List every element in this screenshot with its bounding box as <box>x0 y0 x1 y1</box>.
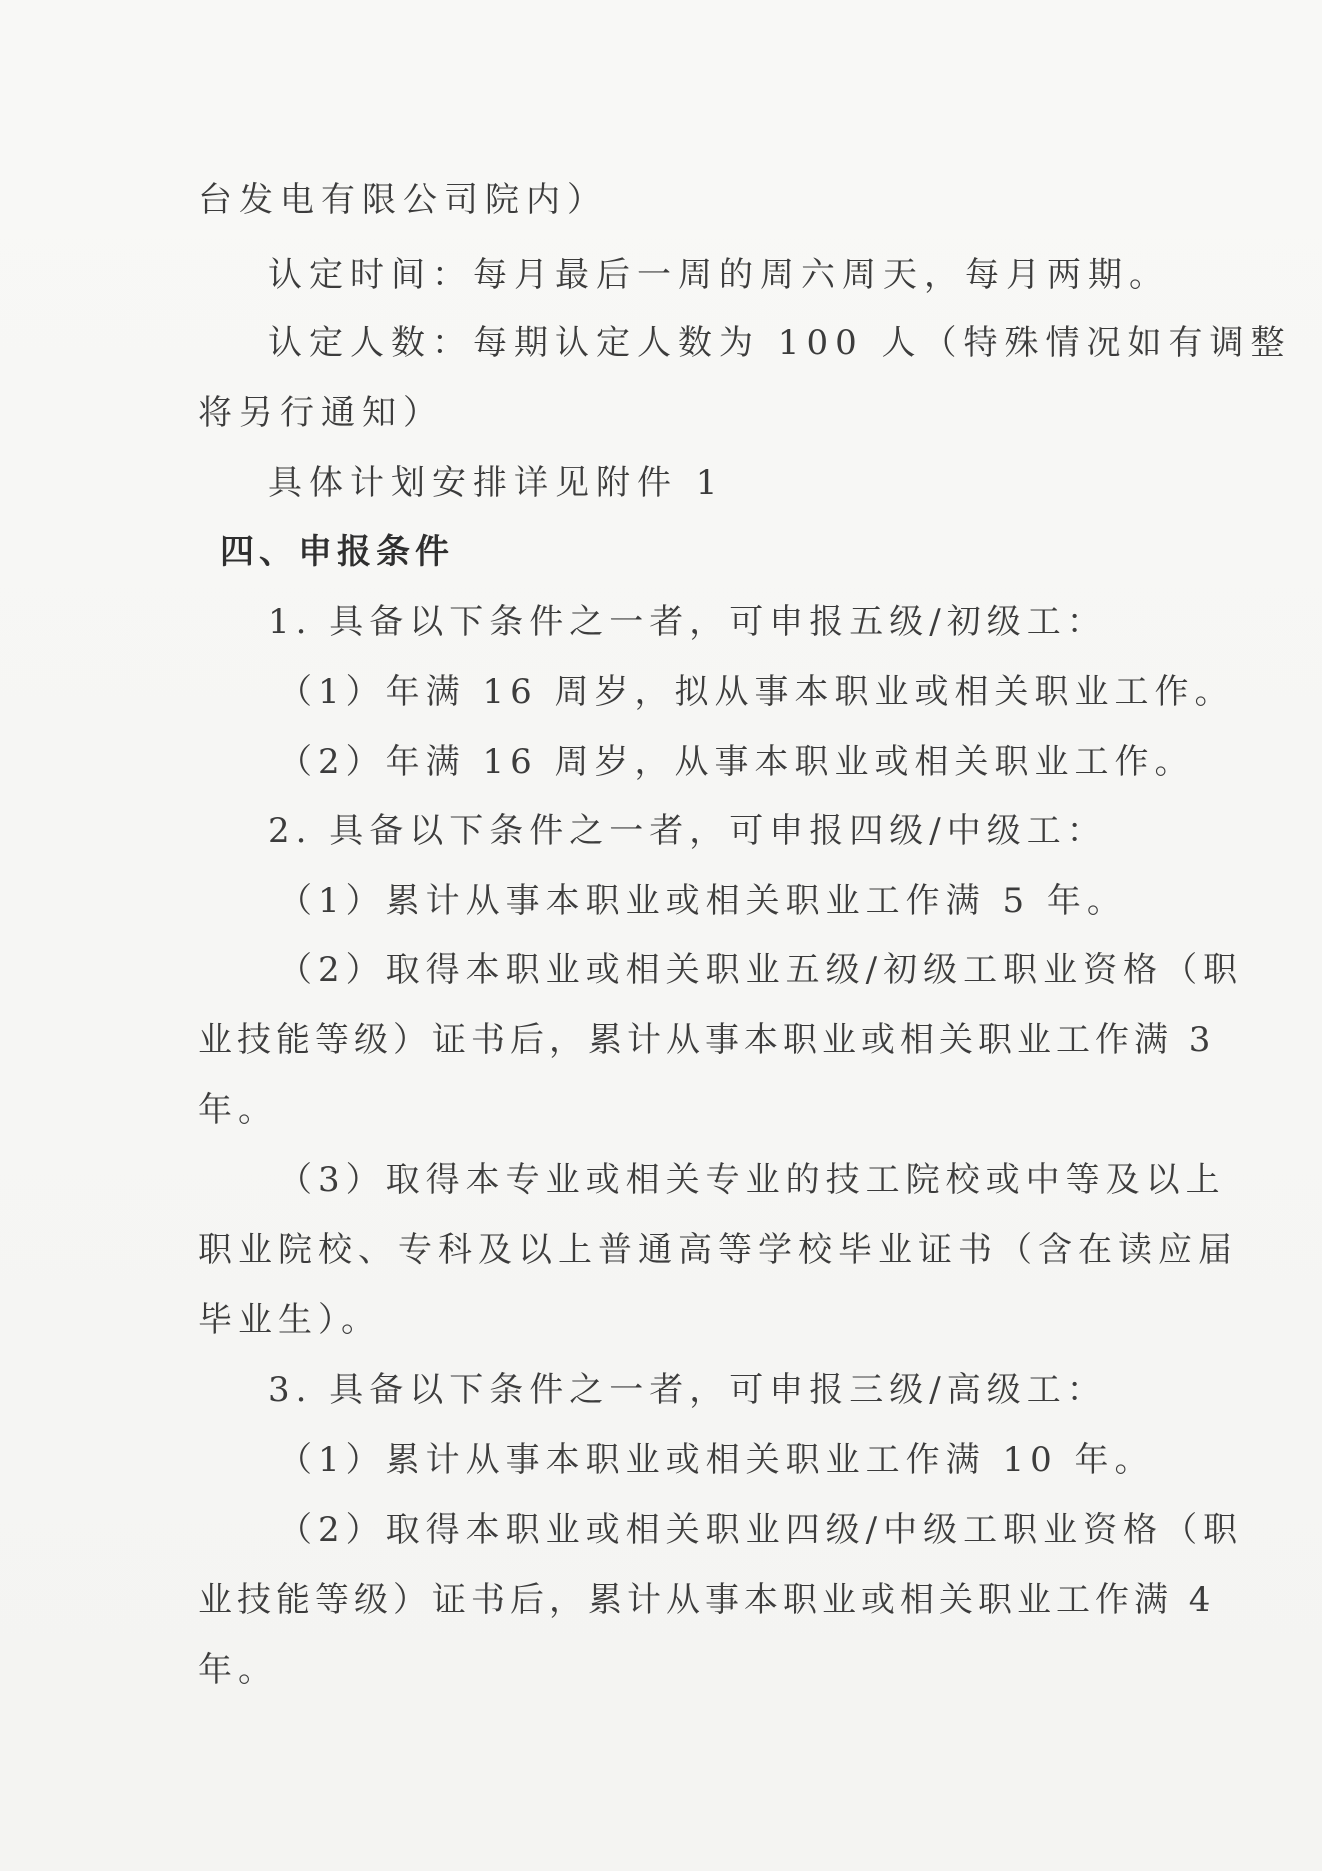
text-line-quota-cont: 将另行通知） <box>198 393 444 433</box>
condition-level3-item2-end: 年。 <box>198 1650 278 1690</box>
condition-level5-item2: （2）年满 16 周岁，从事本职业或相关职业工作。 <box>278 742 1195 782</box>
condition-level4-item3-end: 毕业生）。 <box>198 1300 381 1340</box>
condition-level3-item2-cont: 业技能等级）证书后，累计从事本职业或相关职业工作满 4 <box>198 1580 1216 1620</box>
condition-level4-item3-cont: 职业院校、专科及以上普通高等学校毕业证书（含在读应届 <box>198 1230 1238 1270</box>
condition-level4-item1: （1）累计从事本职业或相关职业工作满 5 年。 <box>278 881 1127 921</box>
condition-level3-item1: （1）累计从事本职业或相关职业工作满 10 年。 <box>278 1440 1155 1480</box>
section-heading-conditions: 四、申报条件 <box>220 532 454 572</box>
text-line-quota: 认定人数：每期认定人数为 100 人（特殊情况如有调整 <box>268 323 1292 363</box>
text-line-venue-cont: 台发电有限公司院内） <box>198 180 608 220</box>
condition-level4-item3: （3）取得本专业或相关专业的技工院校或中等及以上 <box>278 1160 1226 1200</box>
text-line-schedule: 认定时间：每月最后一周的周六周天，每月两期。 <box>268 255 1170 295</box>
condition-level4-item2: （2）取得本职业或相关职业五级/初级工职业资格（职 <box>278 950 1244 990</box>
condition-level3-item2: （2）取得本职业或相关职业四级/中级工职业资格（职 <box>278 1510 1244 1550</box>
condition-level5-item1: （1）年满 16 周岁，拟从事本职业或相关职业工作。 <box>278 672 1235 712</box>
condition-level4-title: 2. 具备以下条件之一者，可申报四级/中级工： <box>268 811 1107 851</box>
condition-level5-title: 1. 具备以下条件之一者，可申报五级/初级工： <box>268 602 1107 642</box>
condition-level4-item2-end: 年。 <box>198 1090 278 1130</box>
condition-level4-item2-cont: 业技能等级）证书后，累计从事本职业或相关职业工作满 3 <box>198 1020 1216 1060</box>
condition-level3-title: 3. 具备以下条件之一者，可申报三级/高级工： <box>268 1370 1107 1410</box>
text-line-plan-ref: 具体计划安排详见附件 1 <box>268 463 725 503</box>
